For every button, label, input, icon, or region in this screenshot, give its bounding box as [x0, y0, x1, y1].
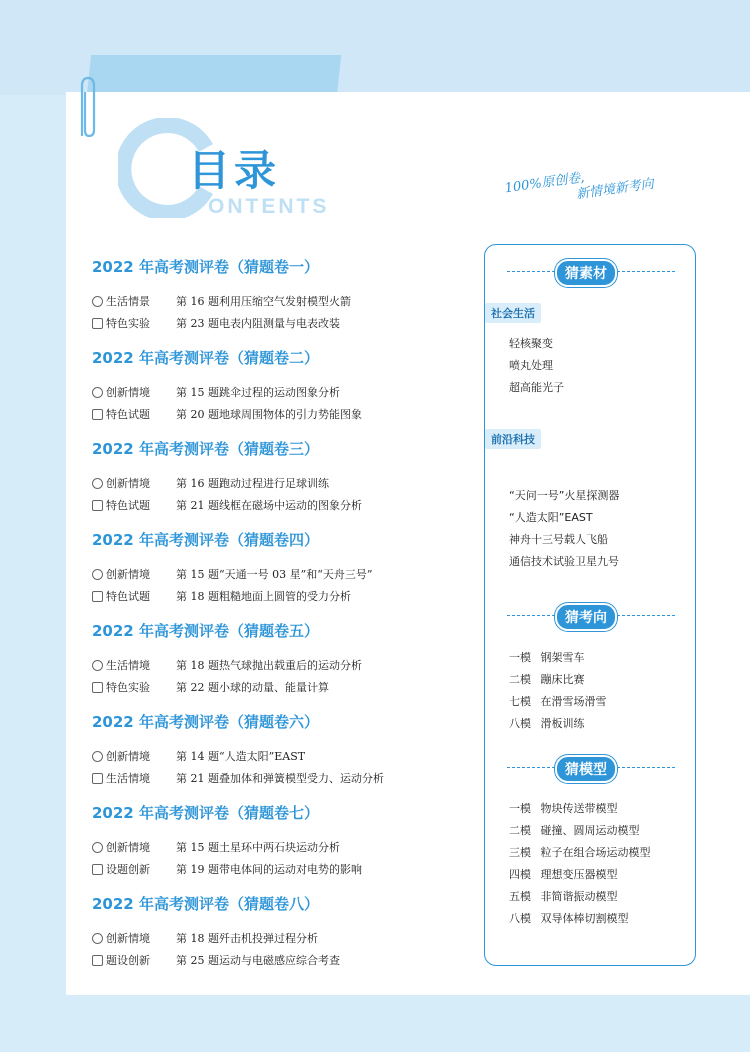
circle-icon: [92, 387, 103, 398]
toc-item[interactable]: 创新情境 第 15 题“天通一号 03 星”和“天舟三号”: [92, 563, 372, 585]
paperclip-icon: [76, 74, 98, 144]
list-item: 神舟十三号载人飞船: [509, 533, 608, 546]
list-item: 轻核聚变: [509, 337, 553, 350]
list-item: 喷丸处理: [509, 359, 553, 372]
square-icon: [92, 318, 103, 329]
circle-icon: [92, 660, 103, 671]
list-item: 三模 粒子在组合场运动模型: [509, 846, 651, 859]
square-icon: [92, 682, 103, 693]
circle-icon: [92, 478, 103, 489]
toc-item[interactable]: 特色实验 第 23 题电表内阻测量与电表改装: [92, 312, 351, 334]
circle-icon: [92, 751, 103, 762]
background-bottom: [0, 995, 750, 1052]
toc-section: [92, 893, 340, 971]
list-item: 四模 理想变压器模型: [509, 868, 618, 881]
square-icon: [92, 500, 103, 511]
list-item: 超高能光子: [509, 381, 564, 394]
circle-icon: [92, 569, 103, 580]
toc-item[interactable]: 创新情境 第 15 题跳伞过程的运动图象分析: [92, 381, 362, 403]
list-item: 二模 碰撞、圆周运动模型: [509, 824, 640, 837]
toc-item[interactable]: 设题创新 第 19 题带电体间的运动对电势的影响: [92, 858, 362, 880]
toc-section: [92, 529, 372, 607]
list-item: “天问一号”火星探测器: [509, 489, 620, 502]
list-item: 通信技术试验卫星九号: [509, 555, 619, 568]
list-item: 八模 滑板训练: [509, 717, 585, 730]
list-item: “人造太阳”EAST: [509, 511, 593, 524]
toc-item[interactable]: 特色试题 第 21 题线框在磁场中运动的图象分析: [92, 494, 362, 516]
toc-item[interactable]: 创新情境 第 16 题跑动过程进行足球训练: [92, 472, 362, 494]
toc-item[interactable]: 特色试题 第 20 题地球周围物体的引力势能图象: [92, 403, 362, 425]
section-title[interactable]: 2022 年高考测评卷（猜题卷一）: [92, 258, 319, 276]
toc-item[interactable]: 生活情景 第 16 题利用压缩空气发射模型火箭: [92, 290, 351, 312]
page-title: 目录: [188, 146, 281, 195]
badge-kaoxiang: 猜考向: [555, 603, 617, 631]
list-item: 八模 双导体棒切割模型: [509, 912, 629, 925]
toc-item[interactable]: 特色试题 第 18 题粗糙地面上圆管的受力分析: [92, 585, 372, 607]
list-item: 一模 物块传送带模型: [509, 802, 618, 815]
toc-item[interactable]: 生活情境 第 21 题叠加体和弹簧模型受力、运动分析: [92, 767, 384, 789]
list-item: 二模 蹦床比赛: [509, 673, 585, 686]
circle-icon: [92, 842, 103, 853]
square-icon: [92, 591, 103, 602]
list-kaoxiang: [509, 647, 607, 735]
square-icon: [92, 773, 103, 784]
tag-frontier-tech: 前沿科技: [485, 429, 541, 449]
list-moxing: [509, 798, 651, 930]
slogan-line-2: 新情境新考向: [575, 176, 655, 203]
toc-section: [92, 620, 362, 698]
slogan-line-1: 100%原创卷,: [503, 170, 586, 197]
section-title[interactable]: 2022 年高考测评卷（猜题卷八）: [92, 895, 319, 913]
toc-item[interactable]: 创新情境 第 14 题“人造太阳”EAST: [92, 745, 384, 767]
square-icon: [92, 409, 103, 420]
section-title[interactable]: 2022 年高考测评卷（猜题卷四）: [92, 531, 319, 549]
square-icon: [92, 864, 103, 875]
page-title-english: ONTENTS: [208, 195, 330, 218]
list-social-life: [509, 333, 564, 399]
section-title[interactable]: 2022 年高考测评卷（猜题卷七）: [92, 804, 319, 822]
section-title[interactable]: 2022 年高考测评卷（猜题卷三）: [92, 440, 319, 458]
circle-icon: [92, 296, 103, 307]
circle-icon: [92, 933, 103, 944]
toc-item[interactable]: 生活情境 第 18 题热气球抛出载重后的运动分析: [92, 654, 362, 676]
toc-section: [92, 256, 351, 334]
list-item: 七模 在滑雪场滑雪: [509, 695, 607, 708]
section-title[interactable]: 2022 年高考测评卷（猜题卷五）: [92, 622, 319, 640]
section-title[interactable]: 2022 年高考测评卷（猜题卷六）: [92, 713, 319, 731]
toc-item[interactable]: 创新情境 第 18 题歼击机投弹过程分析: [92, 927, 340, 949]
toc-section: [92, 802, 362, 880]
toc-item[interactable]: 题设创新 第 25 题运动与电磁感应综合考查: [92, 949, 340, 971]
list-frontier-tech: [509, 485, 619, 573]
toc-section: [92, 347, 362, 425]
toc-item[interactable]: 创新情境 第 15 题土星环中两石块运动分析: [92, 836, 362, 858]
list-item: 一模 钢架雪车: [509, 651, 585, 664]
prediction-panel: [484, 244, 696, 966]
toc-item[interactable]: 特色实验 第 22 题小球的动量、能量计算: [92, 676, 362, 698]
toc-section: [92, 438, 362, 516]
badge-sucai: 猜素材: [555, 259, 617, 287]
section-title[interactable]: 2022 年高考测评卷（猜题卷二）: [92, 349, 319, 367]
square-icon: [92, 955, 103, 966]
toc-section: [92, 711, 384, 789]
tag-social-life: 社会生活: [485, 303, 541, 323]
list-item: 五模 非简谐振动模型: [509, 890, 618, 903]
badge-moxing: 猜模型: [555, 755, 617, 783]
